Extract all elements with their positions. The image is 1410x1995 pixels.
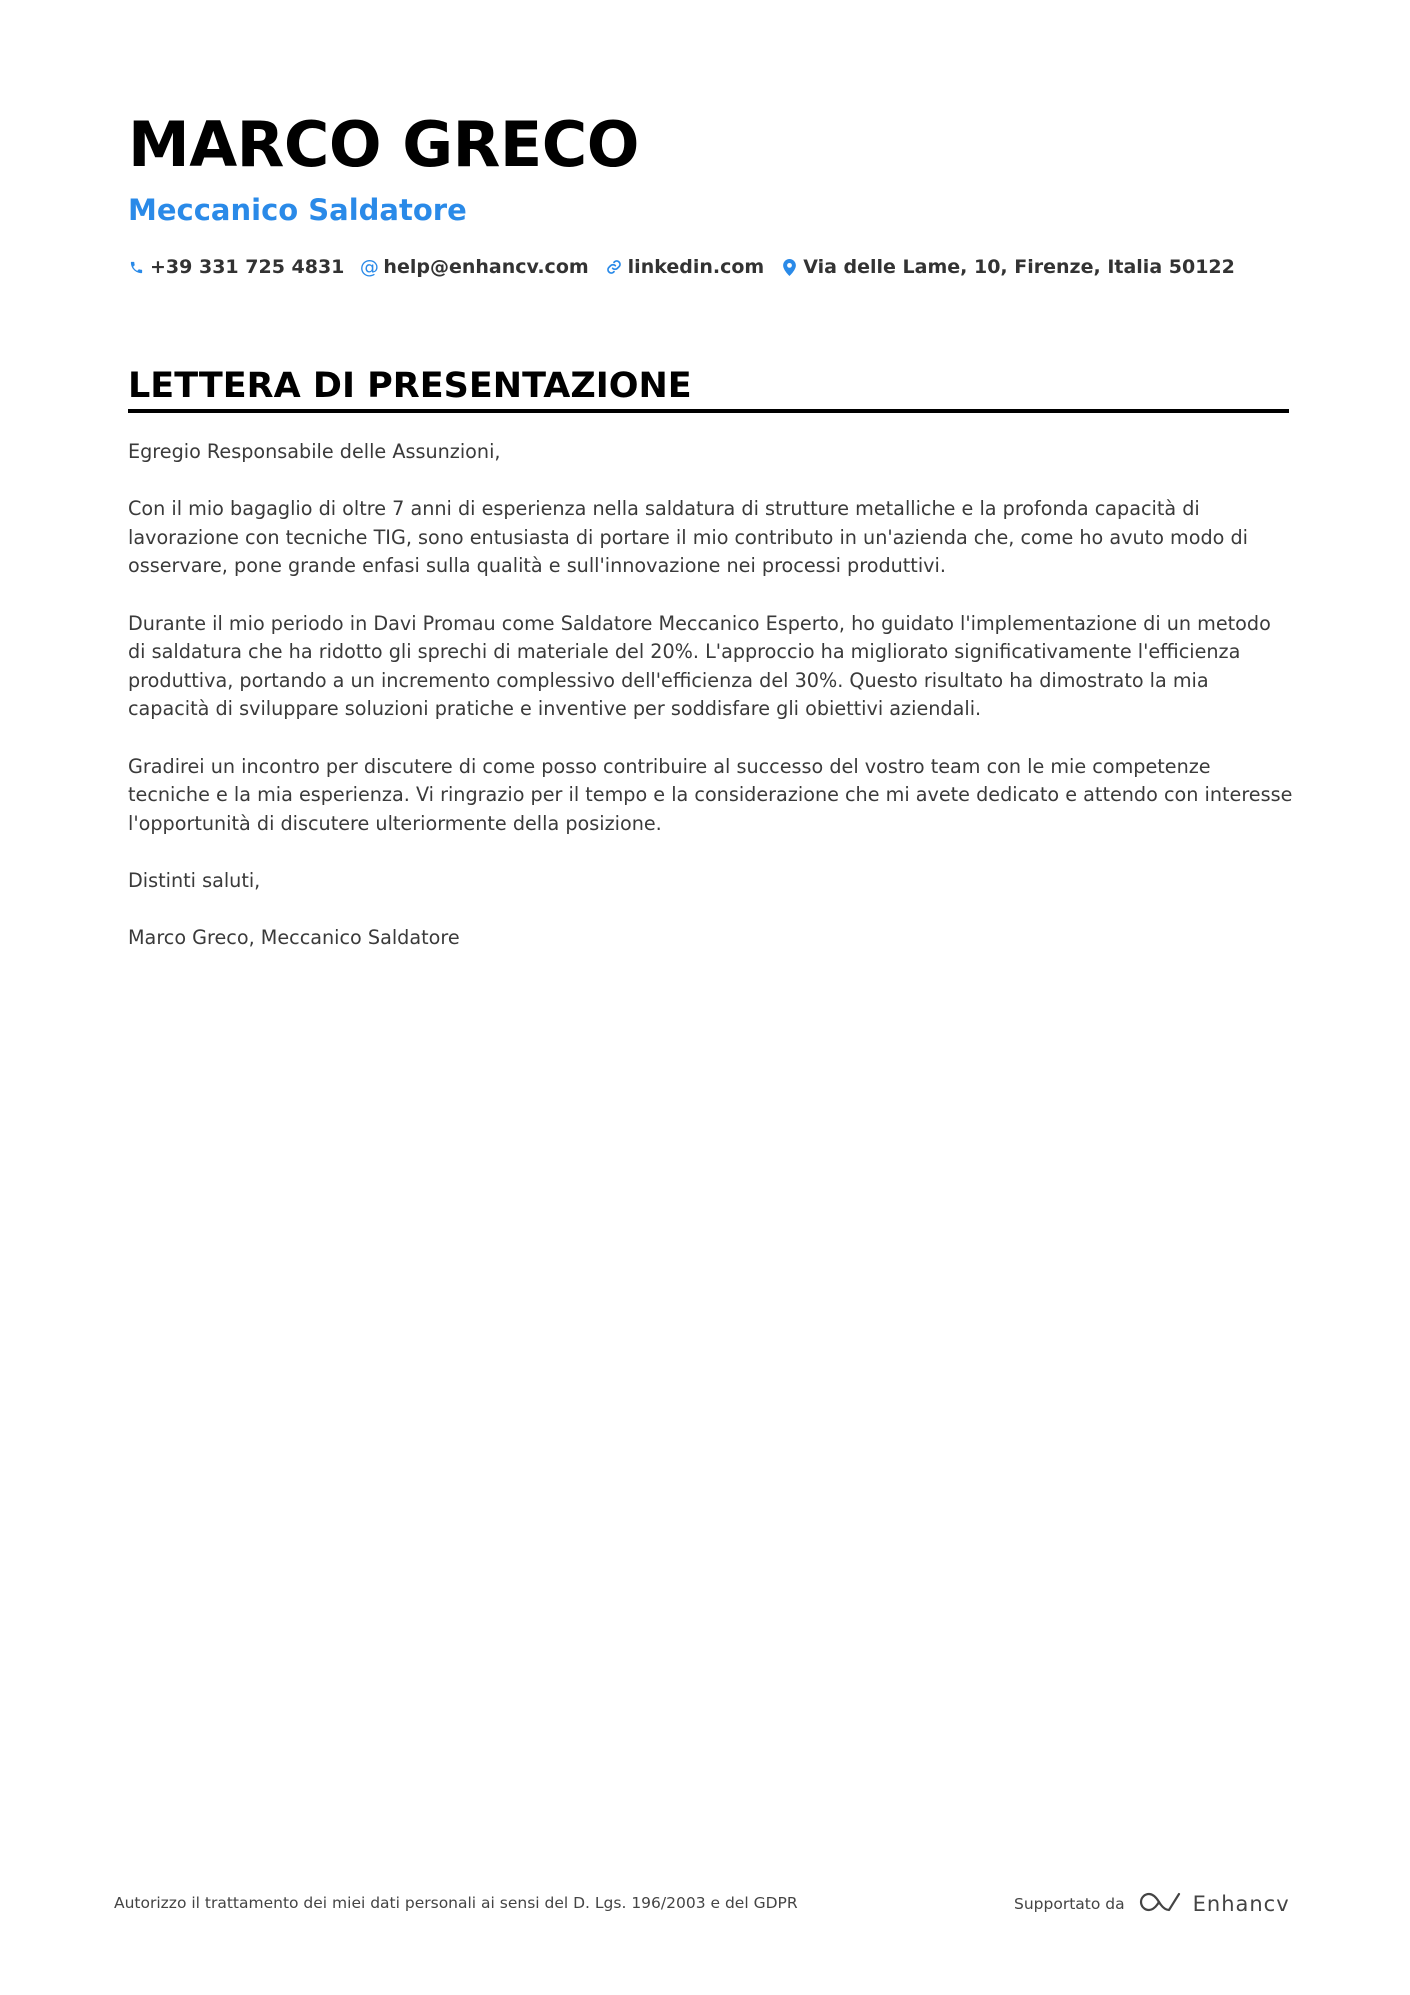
enhancv-logo-icon	[1137, 1889, 1183, 1919]
contact-email	[361, 256, 588, 278]
job-title: Meccanico Saldatore	[128, 193, 467, 227]
section-divider	[128, 409, 1289, 413]
contact-linkedin	[606, 256, 765, 278]
contact-linkedin-text[interactable]: linkedin.com	[627, 256, 765, 278]
footer-branding[interactable]	[1014, 1888, 1290, 1920]
at-icon: @	[359, 255, 379, 278]
candidate-name: MARCO GRECO	[128, 108, 639, 181]
contact-bar	[128, 252, 1252, 282]
privacy-consent-note: Autorizzo il trattamento dei miei dati personali ai sensi del D. Lgs. 196/2003 e del GDPR	[114, 1894, 798, 1912]
letter-closing: Distinti saluti,	[128, 868, 261, 892]
contact-address-text: Via delle Lame, 10, Firenze, Italia 50122	[803, 256, 1235, 278]
phone-icon	[128, 258, 144, 276]
link-icon	[606, 258, 622, 276]
letter-paragraph: Gradirei un incontro per discutere di come posso contribuire al successo del vostro team con le mie competenze tecniche e la mia esperienza. Vi ringrazio per il tempo e la considerazione che mi avete dedicato e attendo con interesse l'opportunità di discutere ulteriormente della posizione.	[128, 754, 1293, 835]
letter-paragraph: Durante il mio periodo in Davi Promau come Saldatore Meccanico Esperto, ho guidato l'implementazione di un metodo di saldatura che ha ridotto gli sprechi di materiale del 20%. L'approccio ha migliorato significativamente l'efficienza produttiva, portando a un incremento complessivo dell'efficienza del 30%. Questo risultato ha dimostrato la mia capacità di sviluppare soluzioni pratiche e inventive per soddisfare gli obiettivi aziendali.	[128, 611, 1271, 721]
powered-by-label: Supportato da	[1014, 1895, 1125, 1913]
letter-greeting: Egregio Responsabile delle Assunzioni,	[128, 440, 501, 463]
letter-body	[128, 438, 1293, 981]
contact-address	[781, 256, 1235, 278]
letter-paragraph: Con il mio bagaglio di oltre 7 anni di esperienza nella saldatura di strutture metalliche e la profonda capacità di lavorazione con tecniche TIG, sono entusiasta di portare il mio contributo in un'azienda che, come ho avuto modo di osservare, pone grande enfasi sulla qualità e sull'innovazione nei processi produttivi.	[128, 497, 1248, 578]
location-pin-icon	[781, 258, 797, 276]
contact-email-text[interactable]: help@enhancv.com	[383, 256, 589, 278]
section-title: LETTERA DI PRESENTAZIONE	[128, 366, 692, 406]
enhancv-brand-name: Enhancv	[1192, 1892, 1290, 1916]
contact-phone-text[interactable]: +39 331 725 4831	[150, 256, 345, 278]
letter-signature: Marco Greco, Meccanico Saldatore	[128, 926, 460, 950]
contact-phone	[128, 256, 344, 278]
